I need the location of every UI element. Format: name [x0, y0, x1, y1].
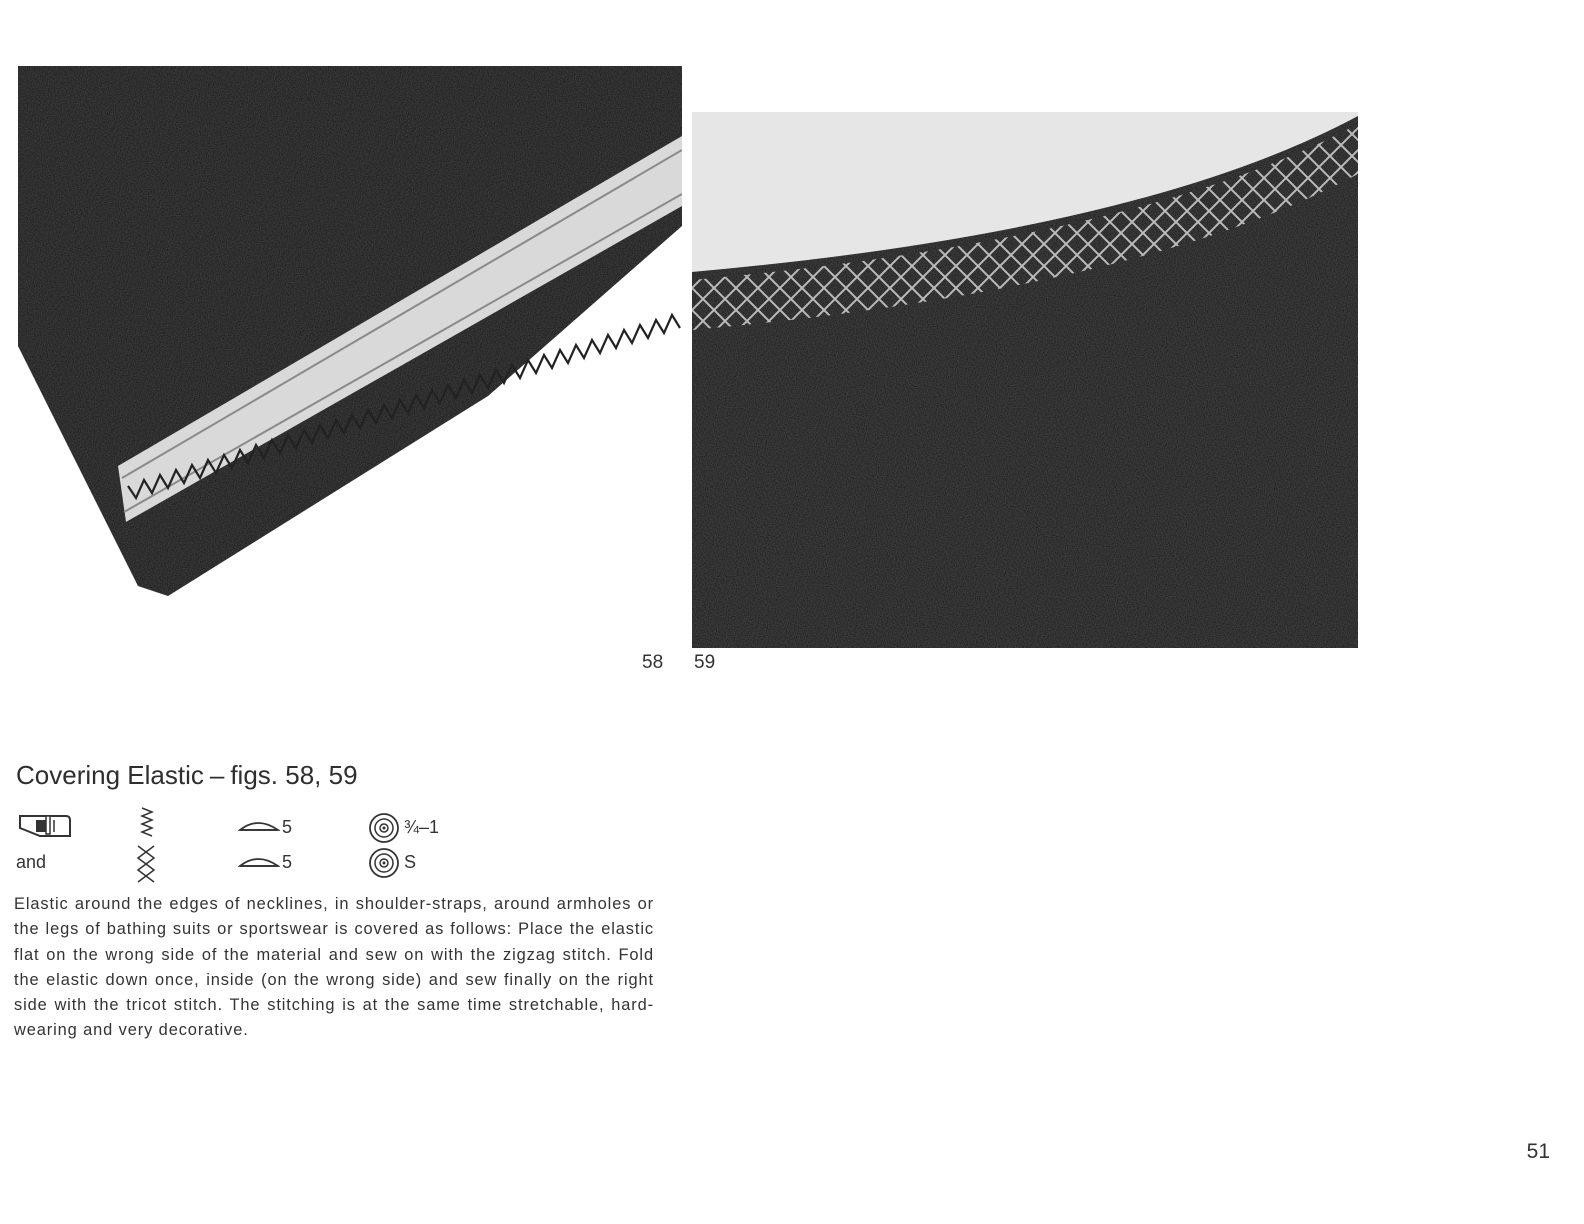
stitch-length-value-2: S [404, 852, 417, 872]
stitch-length-value-1: ¾–1 [404, 817, 440, 837]
title-main: Covering Elastic [16, 760, 204, 790]
title-dash: – [209, 760, 225, 790]
body-paragraph: Elastic around the edges of necklines, in shoulder-straps, around armholes or the legs of bathing suits or sportswear is covered as follows: Place the elastic flat on the wrong side of the material and sew on with the zigzag stitch. Fold the elastic down once, inside (on the wrong side) and sew finally on the right side with the tricot stitch. The stitching is at the same time stretchable, hard-wearing and very decorative. [14, 895, 654, 1040]
page-number: 51 [1526, 1140, 1550, 1163]
section-title [16, 760, 358, 791]
figure-58-number: 58 [642, 652, 664, 673]
figure-59-number: 59 [694, 652, 716, 673]
stitch-width-value-2: 5 [282, 852, 293, 872]
tricot-stitch-icon [134, 844, 158, 888]
and-label: and [16, 852, 47, 872]
stitch-width-icon [238, 854, 280, 870]
stitch-width-value-1: 5 [282, 817, 293, 837]
zigzag-stitch-icon [138, 806, 156, 840]
presser-foot-icon [18, 810, 72, 840]
stitch-width-icon [238, 818, 280, 834]
stitch-length-dial-icon [368, 812, 400, 844]
figure-58-photo [18, 66, 682, 598]
title-figs: figs. 58, 59 [230, 760, 358, 790]
stitch-length-dial-icon [368, 847, 400, 879]
figure-59-photo [692, 112, 1358, 648]
